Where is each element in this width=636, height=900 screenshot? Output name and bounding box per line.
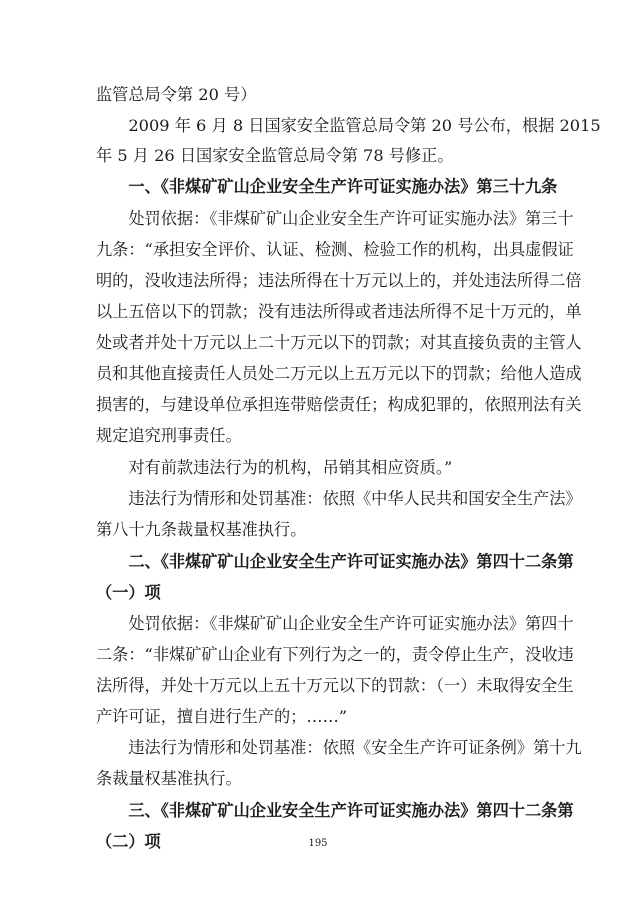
section-heading-3: 三、《非煤矿矿山企业安全生产许可证实施办法》第四十二条第 (96, 801, 574, 820)
text-line: 第八十九条裁量权基准执行。 (96, 520, 307, 539)
text-line: 处或者并处十万元以上二十万元以下的罚款；对其直接负责的主管人 (96, 333, 582, 352)
text-line: 以上五倍以下的罚款；没有违法所得或者违法所得不足十万元的，单 (96, 302, 582, 321)
page-number: 195 (308, 838, 328, 849)
section-heading-2: 二、《非煤矿矿山企业安全生产许可证实施办法》第四十二条第 (96, 552, 574, 571)
text-line: 产许可证，擅自进行生产的；……” (96, 707, 348, 726)
section-heading-3-cont: （二）项 (96, 832, 161, 851)
text-line: 违法行为情形和处罚基准：依照《安全生产许可证条例》第十九 (96, 738, 582, 757)
text-line: 法所得，并处十万元以上五十万元以下的罚款：（一）未取得安全生 (96, 676, 574, 695)
text-line: 九条：“承担安全评价、认证、检测、检验工作的机构，出具虚假证 (96, 240, 574, 259)
text-line: 违法行为情形和处罚基准：依照《中华人民共和国安全生产法》 (96, 489, 582, 508)
text-line: 处罚依据：《非煤矿矿山企业安全生产许可证实施办法》第三十 (96, 209, 574, 228)
text-line: 条裁量权基准执行。 (96, 769, 242, 788)
text-line: 二条：“非煤矿矿山企业有下列行为之一的，责令停止生产，没收违 (96, 645, 574, 664)
text-line: 规定追究刑事责任。 (96, 426, 242, 445)
text-line: 损害的，与建设单位承担连带赔偿责任；构成犯罪的，依照刑法有关 (96, 395, 582, 414)
text-line: 员和其他直接责任人员处二万元以上五万元以下的罚款；给他人造成 (96, 364, 582, 383)
section-heading-2-cont: （一）项 (96, 583, 161, 602)
text-line: 监管总局令第 20 号） (96, 85, 257, 104)
text-line: 年 5 月 26 日国家安全监管总局令第 78 号修正。 (96, 146, 454, 165)
text-line: 2009 年 6 月 8 日国家安全监管总局令第 20 号公布，根据 2015 (96, 116, 601, 135)
text-line: 处罚依据：《非煤矿矿山企业安全生产许可证实施办法》第四十 (96, 614, 574, 633)
section-heading-1: 一、《非煤矿矿山企业安全生产许可证实施办法》第三十九条 (96, 177, 558, 196)
text-line: 明的，没收违法所得；违法所得在十万元以上的，并处违法所得二倍 (96, 271, 582, 290)
text-line: 对有前款违法行为的机构，吊销其相应资质。” (96, 458, 453, 477)
